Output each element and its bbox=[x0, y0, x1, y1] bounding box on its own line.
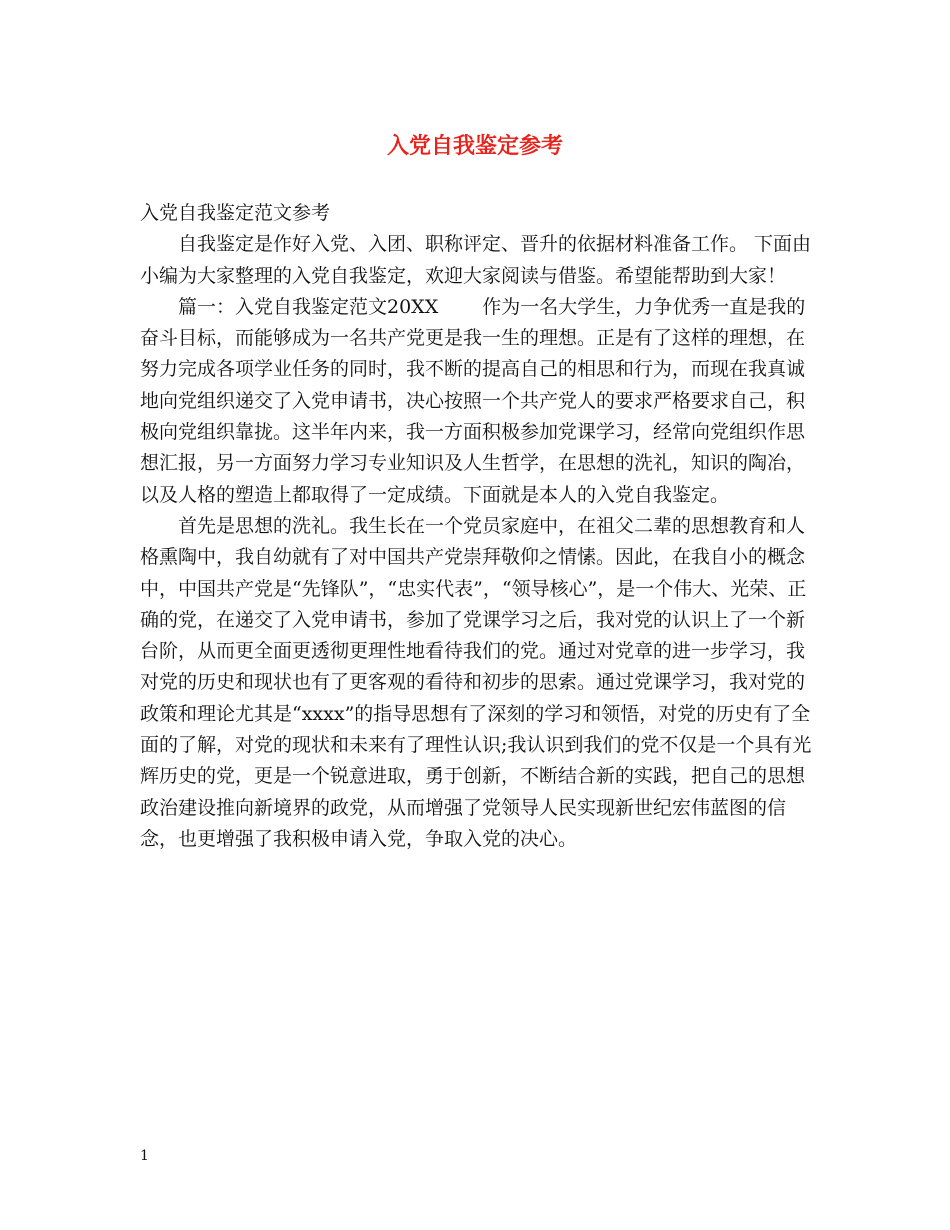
paragraph-part-one: 篇一：入党自我鉴定范文20XX 作为一名大学生，力争优秀一直是我的奋斗目标，而能够成为一名共产党更是我一生的理想。正是有了这样的理想，在努力完成各项学业任务的同时，我不断的提高自己的相思和行为，而现在我真诚地向党组织递交了入党申请书，决心按照一个共产党人的要求严格要求自己，积极向党组织靠拢。这半年内来，我一方面积极参加党课学习，经常向党组织作思想汇报，另一方面努力学习专业知识及人生哲学，在思想的洗礼，知识的陶冶，以及人格的塑造上都取得了一定成绩。下面就是本人的入党自我鉴定。 bbox=[140, 295, 806, 506]
paragraph-thought: 首先是思想的洗礼。我生长在一个党员家庭中，在祖父二辈的思想教育和人格熏陶中，我自幼就有了对中国共产党崇拜敬仰之情愫。因此，在我自小的概念中，中国共产党是“先锋队”，“忠实代表”，“领导核心”，是一个伟大、光荣、正确的党，在递交了入党申请书，参加了党课学习之后，我对党的认识上了一个新台阶，从而更全面更透彻更理性地看待我们的党。通过对党章的进一步学习，我对党的历史和现状也有了更客观的看待和初步的思索。通过党课学习，我对党的政策和理论尤其是“xxxx”的指导思想有了深刻的学习和领悟，对党的历史有了全面的了解，对党的现状和未来有了理性认识;我认识到我们的党不仅是一个具有光辉历史的党，更是一个锐意进取，勇于创新，不断结合新的实践，把自己的思想政治建设推向新境界的政党，从而增强了党领导人民实现新世纪宏伟蓝图的信念，也更增强了我积极申请入党，争取入党的决心。 bbox=[140, 514, 812, 850]
subtitle-line: 入党自我鉴定范文参考 bbox=[140, 202, 331, 224]
page-number: 1 bbox=[140, 1148, 149, 1164]
document-title: 入党自我鉴定参考 bbox=[386, 133, 563, 159]
paragraph-intro: 自我鉴定是作好入党、入团、职称评定、晋升的依据材料准备工作。 下面由小编为大家整理的入党自我鉴定，欢迎大家阅读与借鉴。希望能帮助到大家！ bbox=[140, 233, 812, 287]
document-body bbox=[140, 198, 820, 855]
